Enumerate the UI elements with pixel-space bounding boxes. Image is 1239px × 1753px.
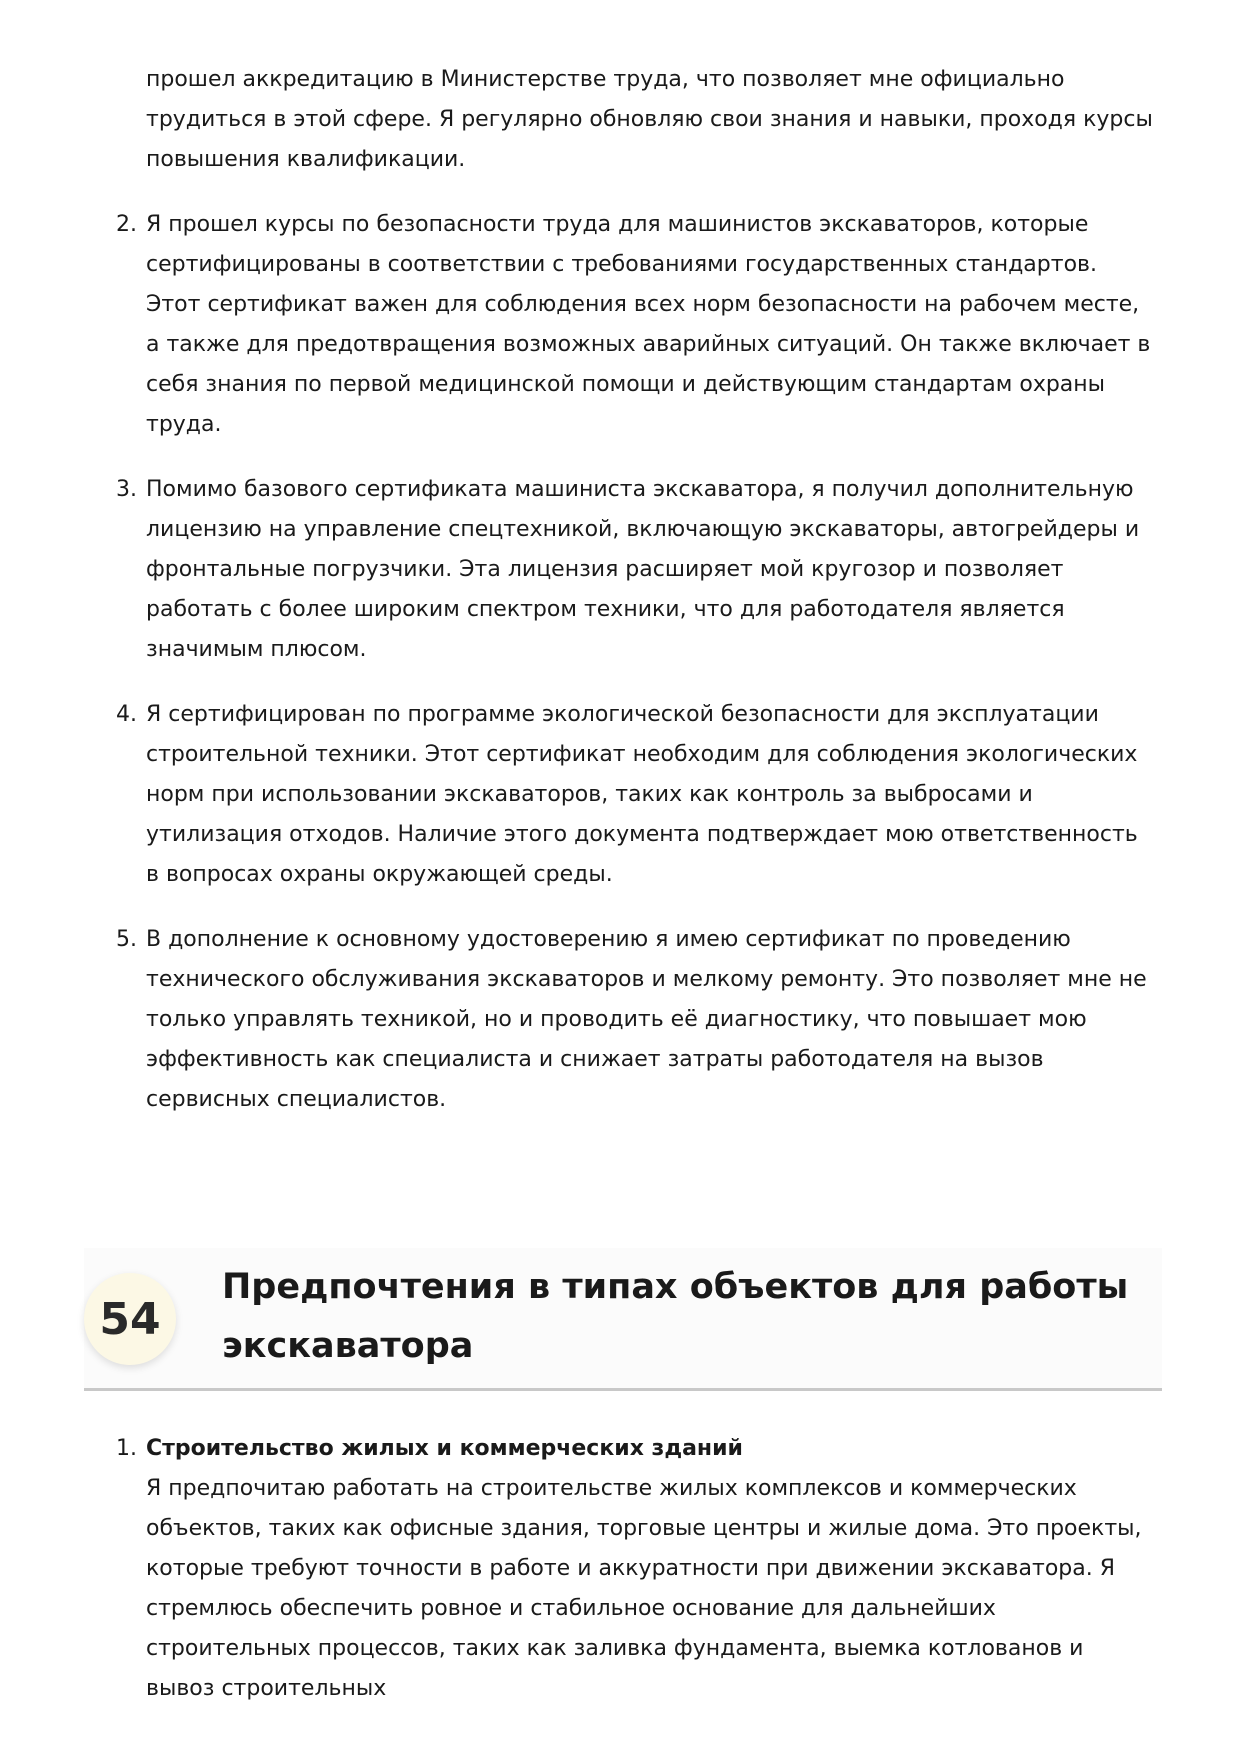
section-header [84,1248,1162,1391]
list-item-text: Я прошел курсы по безопасности труда для машинистов экскаваторов, которые сертифицированы в соответствии с требованиями государственных стандартов. Этот сертификат важен для соблюдения всех норм безопасности на рабочем месте, а также для предотвращения возможных аварийных ситуаций. Он также включает в себя знания по первой медицинской помощи и действующим стандартам охраны труда. [146,212,1151,437]
section-list [116,1429,1156,1709]
list-item [116,1429,1156,1709]
list-item-number: 3. [116,477,137,502]
continuation-paragraph: прошел аккредитацию в Министерстве труда, что позволяет мне официально трудиться в этой сфере. Я регулярно обновляю свои знания и навыки, проходя курсы повышения квалификации. [146,67,1153,172]
list-item-text: Я предпочитаю работать на строительстве жилых комплексов и коммерческих объектов, таких как офисные здания, торговые центры и жилые дома. Это проекты, которые требуют точности в работе и аккуратности при движении экскаватора. Я стремлюсь обеспечить ровное и стабильное основание для дальнейших строительных процессов, таких как заливка фундамента, выемка котлованов и вывоз строительных [146,1476,1142,1701]
list-item [116,920,1156,1120]
list-item [116,205,1156,445]
certificates-list [116,205,1156,1145]
list-item-text: Помимо базового сертификата машиниста экскаватора, я получил дополнительную лицензию на управление спецтехникой, включающую экскаваторы, автогрейдеры и фронтальные погрузчики. Эта лицензия расширяет мой кругозор и позволяет работать с более широким спектром техники, что для работодателя является значимым плюсом. [146,477,1140,662]
section-title: Предпочтения в типах объектов для работы экскаватора [222,1267,1129,1366]
section-number-badge: 54 [84,1273,176,1365]
list-item [116,695,1156,895]
list-item-title: Строительство жилых и коммерческих зданий [146,1436,743,1461]
list-item-number: 4. [116,702,137,727]
list-item-text: В дополнение к основному удостоверению я имею сертификат по проведению технического обслуживания экскаваторов и мелкому ремонту. Это позволяет мне не только управлять техникой, но и проводить её диагностику, что повышает мою эффективность как специалиста и снижает затраты работодателя на вызов сервисных специалистов. [146,927,1147,1112]
list-item-number: 5. [116,927,137,952]
list-item-number: 2. [116,212,137,237]
list-item-number: 1. [116,1436,137,1461]
list-item [116,470,1156,670]
list-item-text: Я сертифицирован по программе экологической безопасности для эксплуатации строительной техники. Этот сертификат необходим для соблюдения экологических норм при использовании экскаваторов, таких как контроль за выбросами и утилизация отходов. Наличие этого документа подтверждает мою ответственность в вопросах охраны окружающей среды. [146,702,1138,887]
